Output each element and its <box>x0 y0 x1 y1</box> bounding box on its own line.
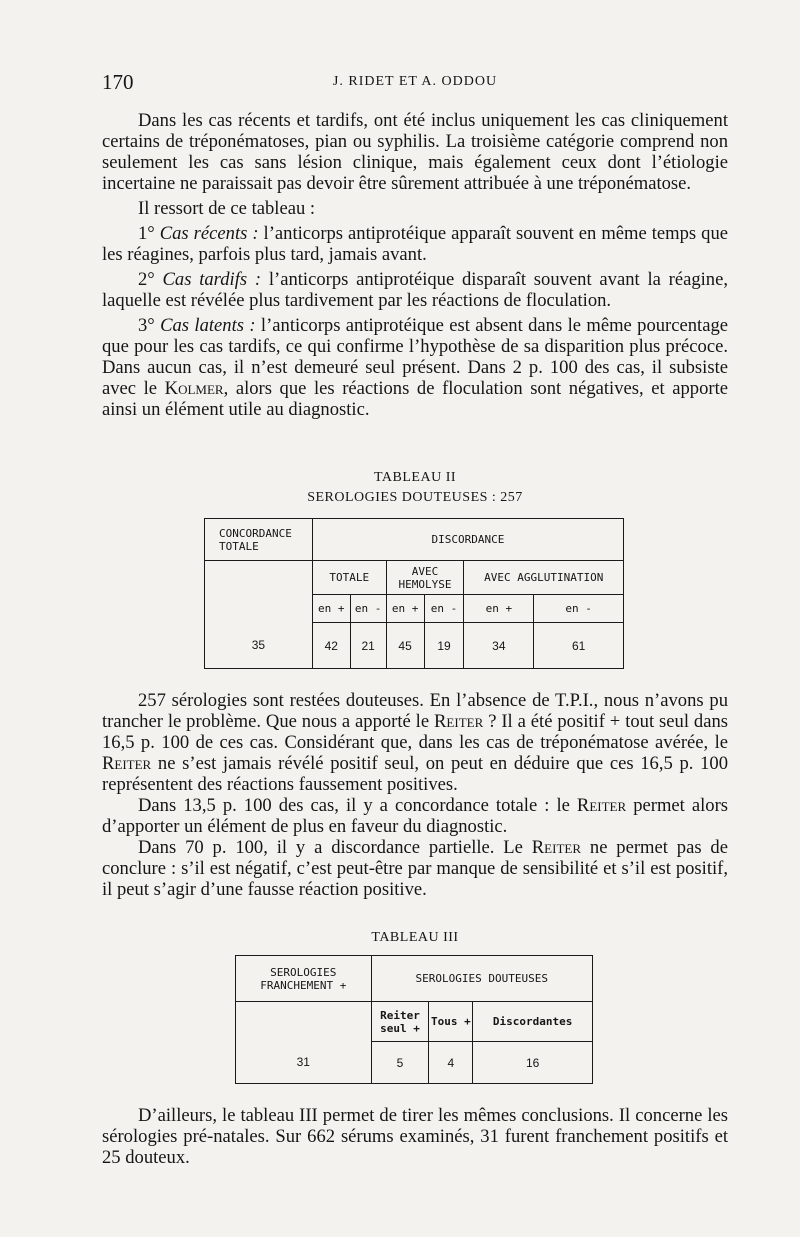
table-cell: 19 <box>424 623 464 669</box>
sign-cell: en - <box>534 595 624 623</box>
table-ii <box>204 518 624 669</box>
table-cell: 35 <box>205 561 313 669</box>
paragraph-intro-list: Il ressort de ce tableau : <box>138 198 316 219</box>
table-cell: 21 <box>350 623 386 669</box>
running-head: J. RIDET ET A. ODDOU <box>332 74 498 89</box>
table-cell: 61 <box>534 623 624 669</box>
sign-cell: en + <box>464 595 534 623</box>
page-header <box>102 70 728 98</box>
body-text-top <box>102 110 728 420</box>
table-cell: 42 <box>312 623 350 669</box>
sign-cell: en - <box>424 595 464 623</box>
page-number: 170 <box>102 70 134 94</box>
header-serologies-franchement: SEROLOGIES FRANCHEMENT + <box>236 956 372 1002</box>
list-item-late-cases: 2° Cas tardifs : l’anticorps antiprotéique disparaît souvent avant la réagine, laquelle est révélée plus tardivement par les réactions de floculation. <box>102 269 728 311</box>
paragraph-partial-discordance: Dans 70 p. 100, il y a discordance partielle. Le Reiter ne permet pas de conclure : s’il est négatif, c’est peut-être par manque de sensibilité et s’il est positif, il peut s’agir d’une fausse réaction positive. <box>102 837 728 900</box>
header-reiter-seul: Reiter seul + <box>371 1002 429 1042</box>
body-text-middle <box>102 690 728 900</box>
paragraph-inclusion: Dans les cas récents et tardifs, ont été inclus uniquement les cas cliniquement certains de tréponématoses, pian ou syphilis. La troisième catégorie comprend non seulement les cas sans lésion clinique, mais également ceux dont l’étiologie incertaine ne paraissait pas devoir être sûrement attribuée à une tréponématose. <box>102 110 728 194</box>
table2-subtitle: SEROLOGIES DOUTEUSES : 257 <box>307 490 523 505</box>
paragraph-doubtful-serologies: 257 sérologies sont restées douteuses. En l’absence de T.P.I., nous n’avons pu trancher le problème. Que nous a apporté le Reiter ? Il a été positif + tout seul dans 16,5 p. 100 de ces cas. Considérant que, dans les cas de tréponématose avérée, le Reiter ne s’est jamais révélé positif seul, on peut en déduire que ces 16,5 p. 100 représentent des réactions faussement positives. <box>102 690 728 795</box>
table2-title: TABLEAU II <box>373 470 457 485</box>
sign-cell: en + <box>386 595 424 623</box>
header-avec-agglutination: AVEC AGGLUTINATION <box>464 561 624 595</box>
table-cell: 5 <box>371 1042 429 1084</box>
sign-cell: en - <box>350 595 386 623</box>
header-tous: Tous + <box>429 1002 473 1042</box>
header-totale: TOTALE <box>312 561 386 595</box>
table-iii <box>235 955 593 1084</box>
paragraph-prenatal: D’ailleurs, le tableau III permet de tirer les mêmes conclusions. Il concerne les sérologies pré-natales. Sur 662 sérums examinés, 31 furent franchement positifs et 25 douteux. <box>102 1105 728 1168</box>
body-text-bottom <box>102 1105 728 1168</box>
sign-cell: en + <box>312 595 350 623</box>
table-cell: 4 <box>429 1042 473 1084</box>
table-cell: 31 <box>236 1002 372 1084</box>
table-cell: 16 <box>473 1042 593 1084</box>
table-cell: 45 <box>386 623 424 669</box>
list-item-latent-cases: 3° Cas latents : l’anticorps antiprotéique est absent dans le même pourcentage que pour les cas tardifs, ce qui confirme l’hypothèse de sa disparition plus précoce. Dans aucun cas, il n’est demeuré seul présent. Dans 2 p. 100 des cas, il subsiste avec le Kolmer, alors que les réactions de floculation sont négatives, et apporte ainsi un élément utile au diagnostic. <box>102 315 729 420</box>
header-serologies-douteuses: SEROLOGIES DOUTEUSES <box>371 956 592 1002</box>
header-discordance: DISCORDANCE <box>312 519 623 561</box>
paragraph-total-concordance: Dans 13,5 p. 100 des cas, il y a concordance totale : le Reiter permet alors d’apporter un élément de plus en faveur du diagnostic. <box>102 795 729 837</box>
header-discordantes: Discordantes <box>473 1002 593 1042</box>
table3-title: TABLEAU III <box>371 930 459 945</box>
header-avec-hemolyse: AVEC HEMOLYSE <box>386 561 464 595</box>
list-item-recent-cases: 1° Cas récents : l’anticorps antiprotéique apparaît souvent en même temps que les réagines, parfois plus tard, jamais avant. <box>102 223 728 265</box>
table-cell: 34 <box>464 623 534 669</box>
header-concordance-totale: CONCORDANCE TOTALE <box>205 519 313 561</box>
